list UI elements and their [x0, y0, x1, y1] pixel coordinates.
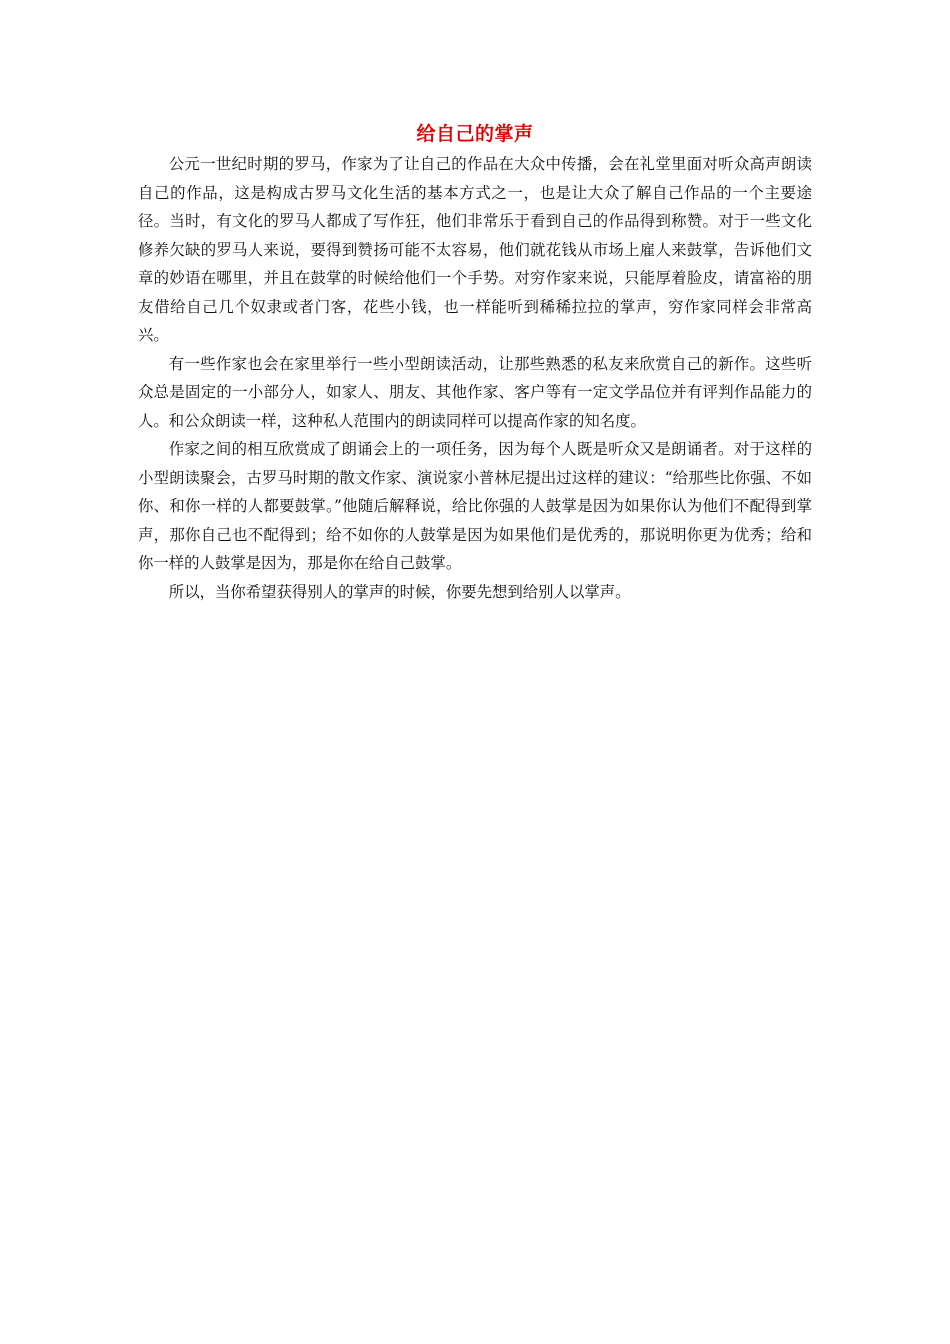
document-body: [138, 118, 812, 606]
paragraph-2: 有一些作家也会在家里举行一些小型朗读活动，让那些熟悉的私友来欣赏自己的新作。这些听众总是固定的一小部分人，如家人、朋友、其他作家、客户等有一定文学品位并有评判作品能力的人。和公众朗读一样，这种私人范围内的朗读同样可以提高作家的知名度。: [138, 354, 812, 430]
paragraph-1: 公元一世纪时期的罗马，作家为了让自己的作品在大众中传播，会在礼堂里面对听众高声朗读自己的作品，这是构成古罗马文化生活的基本方式之一，也是让大众了解自己作品的一个主要途径。当时，有文化的罗马人都成了写作狂，他们非常乐于看到自己的作品得到称赞。对于一些文化修养欠缺的罗马人来说，要得到赞扬可能不太容易，他们就花钱从市场上雇人来鼓掌，告诉他们文章的妙语在哪里，并且在鼓掌的时候给他们一个手势。对穷作家来说，只能厚着脸皮，请富裕的朋友借给自己几个奴隶或者门客，花些小钱，也一样能听到稀稀拉拉的掌声，穷作家同样会非常高兴。: [138, 155, 812, 344]
document-title: 给自己的掌声: [416, 123, 534, 145]
paragraph-4: 所以，当你希望获得别人的掌声的时候，你要先想到给别人以掌声。: [168, 582, 631, 601]
paragraph-3: 作家之间的相互欣赏成了朗诵会上的一项任务，因为每个人既是听众又是朗诵者。对于这样的小型朗读聚会，古罗马时期的散文作家、演说家小普林尼提出过这样的建议：“给那些比你强、不如你、和你一样的人都要鼓掌。”他随后解释说，给比你强的人鼓掌是因为如果你认为他们不配得到掌声，那你自己也不配得到；给不如你的人鼓掌是因为如果他们是优秀的，那说明你更为优秀；给和你一样的人鼓掌是因为，那是你在给自己鼓掌。: [138, 440, 812, 572]
